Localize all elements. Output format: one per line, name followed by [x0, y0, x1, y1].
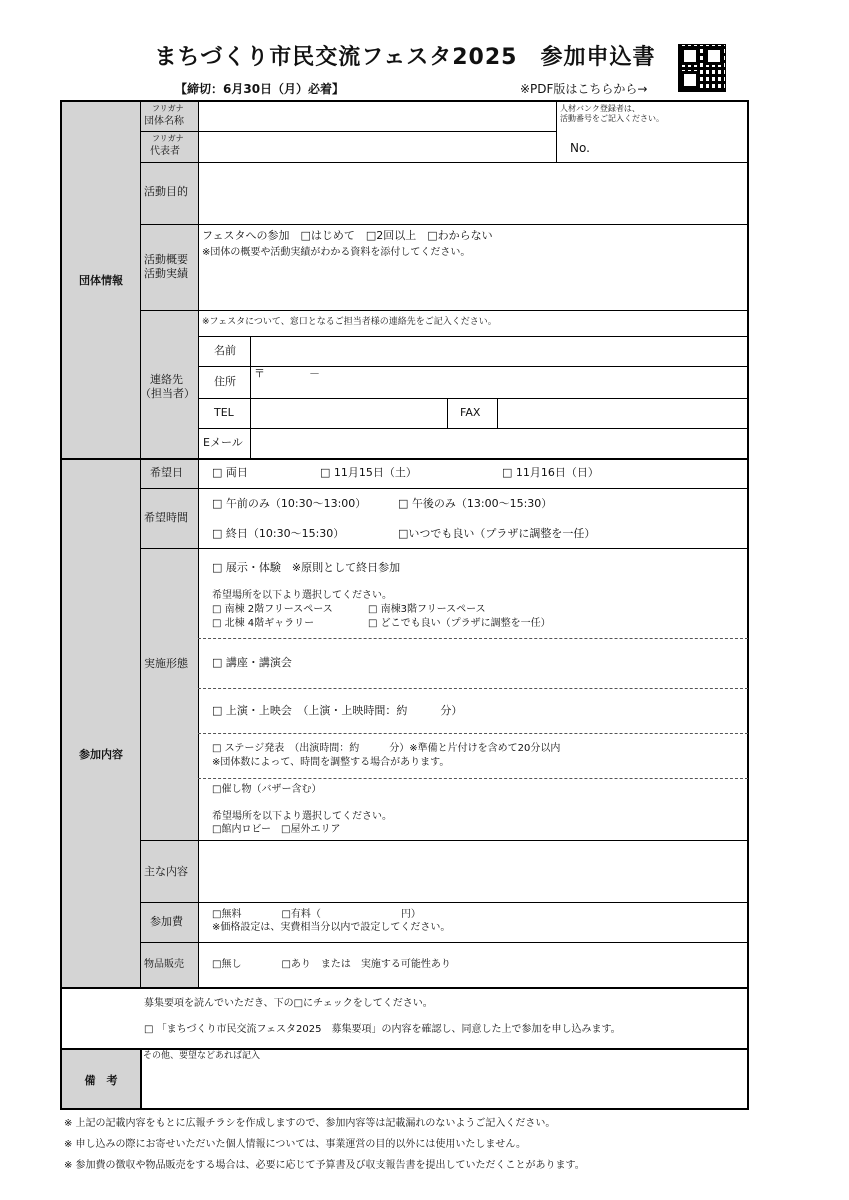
- exhibit-checkbox[interactable]: □ 展示・体験 ※原則として終日参加: [212, 561, 401, 574]
- both-days-checkbox[interactable]: □ 両日: [212, 466, 248, 479]
- contact-label-2: （担当者）: [140, 387, 195, 400]
- form-title: まちづくり市民交流フェスタ2025 参加申込書: [154, 45, 656, 70]
- agreement-note: 募集要項を読んでいただき、下の□にチェックをしてください。: [144, 998, 433, 1009]
- qr-code-icon[interactable]: [678, 44, 726, 92]
- footnote-2: ※ 申し込みの際にお寄せいただいた個人情報については、事業運営の目的以外には使用いたしません。: [64, 1139, 526, 1150]
- south3-checkbox[interactable]: □ 南棟3階フリースペース: [368, 604, 486, 615]
- allday-checkbox[interactable]: □ 終日（10:30～15:30）: [212, 527, 345, 540]
- anywhere-checkbox[interactable]: □ どこでも良い（プラザに調整を一任）: [368, 618, 551, 629]
- contact-note: ※フェスタについて、窓口となるご担当者様の連絡先をご記入ください。: [202, 317, 497, 327]
- footnote-3: ※ 参加費の徴収や物品販売をする場合は、必要に応じて予算書及び収支報告書を提出していただくことがあります。: [64, 1160, 585, 1171]
- furigana-label-2: フリガナ: [152, 134, 184, 143]
- contact-label-1: 連絡先: [150, 373, 183, 386]
- screening-checkbox[interactable]: □ 上演・上映会 （上演・上映時間：約 分）: [212, 704, 463, 717]
- member-no-label: No.: [570, 141, 590, 155]
- talent-bank-note-2: 活動番号をご記入ください。: [560, 114, 664, 123]
- wish-time-label: 希望時間: [144, 511, 188, 524]
- south2-checkbox[interactable]: □ 南棟 2階フリースペース: [212, 604, 333, 615]
- pm-checkbox[interactable]: □ 午後のみ（13:00～15:30）: [398, 497, 553, 510]
- participation-section-label: 参加内容: [79, 748, 123, 761]
- anytime-checkbox[interactable]: □いつでも良い（プラザに調整を一任）: [398, 527, 596, 540]
- wish-day-label: 希望日: [150, 466, 183, 479]
- agreement-checkbox[interactable]: □ 「まちづくり市民交流フェスタ2025 募集要項」の内容を確認し、同意した上で参加を申し込みます。: [144, 1024, 621, 1035]
- deadline-note: 【締切：6月30日（月）必着】: [175, 82, 345, 96]
- am-checkbox[interactable]: □ 午前のみ（10:30～13:00）: [212, 497, 367, 510]
- place-select-note-2: 希望場所を以下より選択してください。: [212, 811, 392, 822]
- north4-checkbox[interactable]: □ 北棟 4階ギャラリー: [212, 618, 315, 629]
- attach-note: ※団体の概要や活動実績がわかる資料を添付してください。: [202, 247, 471, 258]
- day1-checkbox[interactable]: □ 11月15日（土）: [320, 466, 417, 479]
- fee-label: 参加費: [150, 915, 183, 928]
- fax-label: FAX: [460, 406, 481, 419]
- fee-options[interactable]: □無料 □有料（ 円）: [212, 909, 421, 920]
- furigana-label-1: フリガナ: [152, 104, 184, 113]
- purpose-label: 活動目的: [144, 185, 188, 198]
- main-content-label: 主な内容: [144, 865, 188, 878]
- goods-label: 物品販売: [144, 959, 184, 970]
- stage-checkbox[interactable]: □ ステージ発表 （出演時間：約 分）※準備と片付けを含めて20分以内: [212, 743, 561, 754]
- stage-note: ※団体数によって、時間を調整する場合があります。: [212, 757, 450, 768]
- email-label: Eメール: [203, 436, 243, 449]
- tel-label: TEL: [214, 406, 234, 419]
- participation-section-cell: [62, 460, 140, 987]
- talent-bank-note-1: 人材バンク登録者は、: [560, 104, 640, 113]
- summary-label-1: 活動概要: [144, 253, 188, 266]
- lobby-checkbox[interactable]: □館内ロビー □屋外エリア: [212, 824, 341, 835]
- org-name-label: 団体名称: [144, 116, 184, 127]
- name-label: 名前: [214, 344, 236, 357]
- address-label: 住所: [214, 375, 236, 388]
- fest-participation-options[interactable]: フェスタへの参加 □はじめて □2回以上 □わからない: [202, 229, 493, 242]
- fee-note: ※価格設定は、実費相当分以内で設定してください。: [212, 922, 451, 933]
- participation-label-column: [140, 460, 198, 987]
- group-section-label: 団体情報: [79, 274, 123, 287]
- summary-label-2: 活動実績: [144, 267, 188, 280]
- day2-checkbox[interactable]: □ 11月16日（日）: [502, 466, 599, 479]
- lecture-checkbox[interactable]: □ 講座・講演会: [212, 656, 292, 669]
- form-label: 実施形態: [144, 657, 188, 670]
- remarks-label: 備 考: [84, 1074, 118, 1087]
- goods-options[interactable]: □無し □あり または 実施する可能性あり: [212, 959, 451, 970]
- representative-label: 代表者: [150, 146, 180, 157]
- remarks-note: その他、要望などあれば記入: [143, 1051, 261, 1061]
- footnote-1: ※ 上記の記載内容をもとに広報チラシを作成しますので、参加内容等は記載漏れのないようご記入ください。: [64, 1118, 556, 1129]
- pdf-note: ※PDF版はこちらから→: [520, 82, 648, 96]
- place-select-note: 希望場所を以下より選択してください。: [212, 590, 392, 601]
- event-checkbox[interactable]: □催し物（バザー含む）: [212, 784, 322, 795]
- zip-code-field[interactable]: 〒 －: [254, 367, 320, 380]
